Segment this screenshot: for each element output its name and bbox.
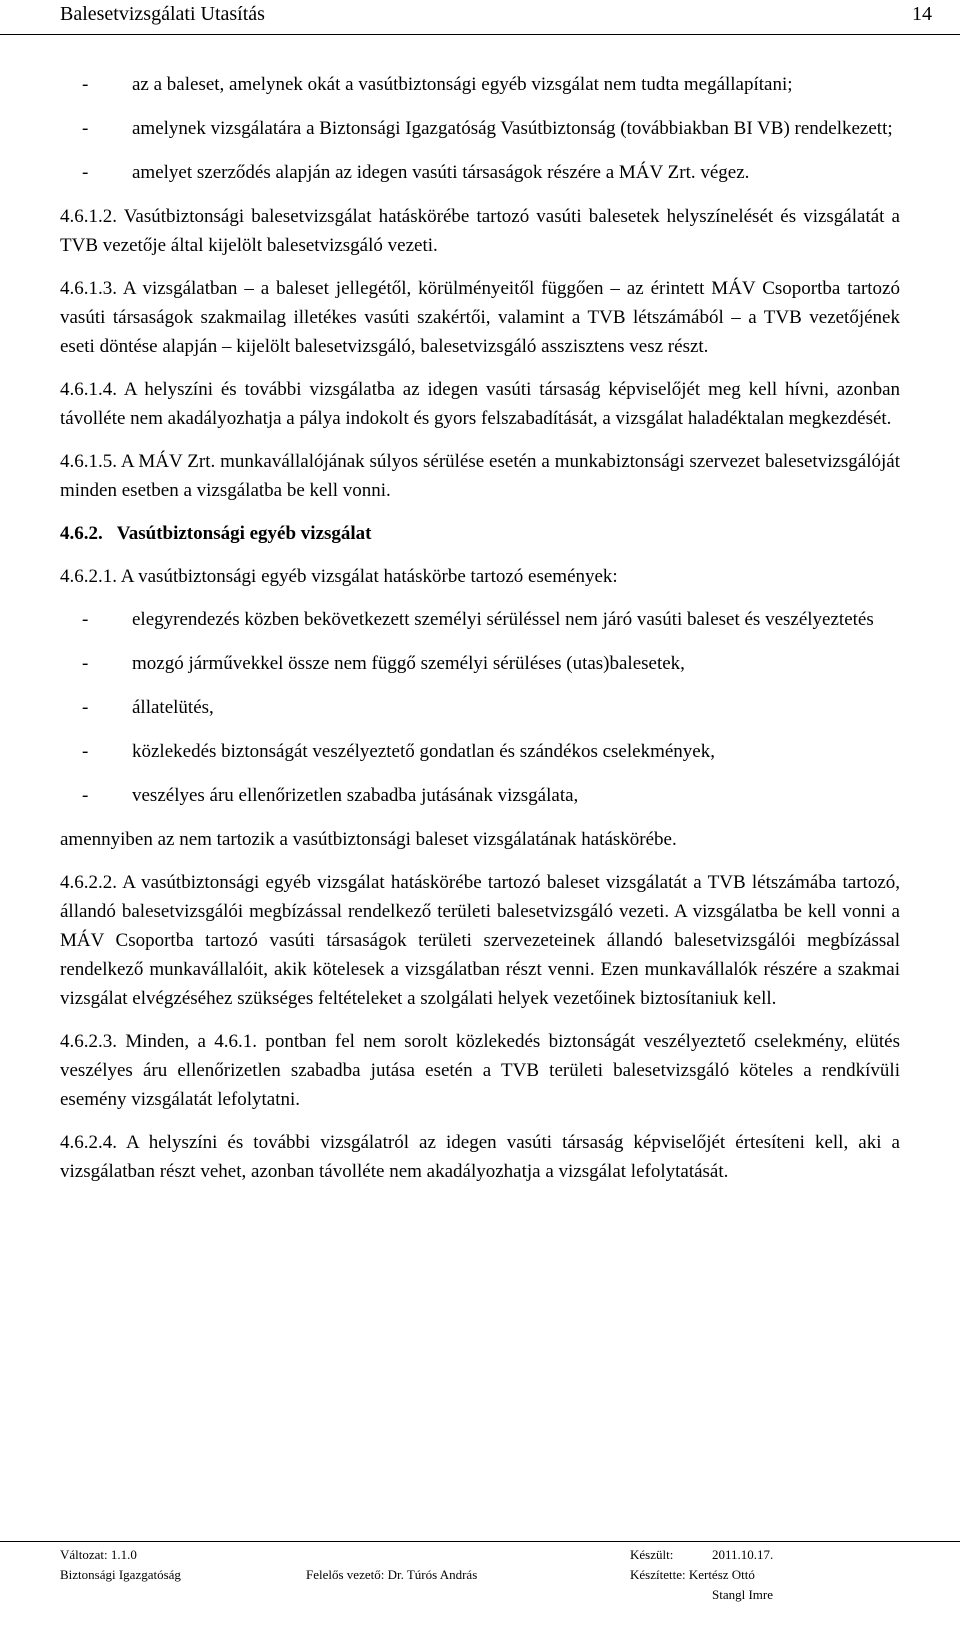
footer-author: Készítette: Kertész Ottó bbox=[630, 1567, 755, 1582]
section-number: 4.6.2.3. bbox=[60, 1031, 117, 1052]
document-title: Balesetvizsgálati Utasítás bbox=[60, 3, 265, 25]
section-text: A helyszíni és további vizsgálatba az idegen vasúti társaság képviselőjét meg kell hívni, azonban távolléte nem akadályozhatja a pálya indokolt és gyors felszabadítását, a vizsgálat haladéktalan megkezdését. bbox=[60, 379, 901, 429]
section-4612 bbox=[60, 202, 900, 260]
section-text: Vasútbiztonsági balesetvizsgálat hatáskörébe tartozó vasúti balesetek helyszínelését és vizsgálatát a TVB vezetője által kijelölt balesetvizsgáló vezeti. bbox=[60, 206, 900, 256]
footer-created-date: 2011.10.17. bbox=[712, 1547, 774, 1562]
dash-bullet: - bbox=[82, 697, 89, 718]
section-4622 bbox=[60, 868, 900, 1013]
section-number: 4.6.2.1. bbox=[60, 566, 117, 587]
dash-bullet: - bbox=[82, 741, 89, 762]
list-item: - az a baleset, amelynek okát a vasútbiztonsági egyéb vizsgálat nem tudta megállapítani; bbox=[60, 70, 900, 99]
page-header bbox=[0, 0, 960, 35]
section-text: A vizsgálatban – a baleset jellegétől, körülményeitől függően – az érintett MÁV Csoportba tartozó vasúti társaságok szakmailag illetékes vasúti szakértői, valamint a TVB létszámából – a TVB vezetőjének eseti döntése alapján – kijelölt balesetvizsgáló, balesetvizsgáló asszisztens vesz részt. bbox=[60, 278, 900, 357]
list-item: - elegyrendezés közben bekövetkezett személyi sérüléssel nem járó vasúti baleset és veszélyeztetés bbox=[60, 605, 900, 634]
section-4615 bbox=[60, 447, 900, 505]
section-4621 bbox=[60, 562, 900, 591]
dash-bullet: - bbox=[82, 118, 89, 139]
list-item: - amelyet szerződés alapján az idegen vasúti társaságok részére a MÁV Zrt. végez. bbox=[60, 158, 900, 187]
section-number: 4.6.1.2. bbox=[60, 206, 117, 227]
section-number: 4.6.1.3. bbox=[60, 278, 117, 299]
dash-bullet: - bbox=[82, 74, 89, 95]
section-number: 4.6.1.4. bbox=[60, 379, 117, 400]
dash-bullet: - bbox=[82, 162, 89, 183]
section-text: A vasútbiztonsági egyéb vizsgálat hatáskörébe tartozó baleset vizsgálatát a TVB létszámába tartozó, állandó balesetvizsgálói megbízással rendelkező területi balesetvizsgáló vezeti. A vizsgálatba be kell vonni a MÁV Csoportba tartozó vasúti társaságok területi szervezeteinek állandó balesetvizsgálói megbízással rendelkező munkavállalóit, akik kötelesek a vizsgálatban részt venni. Ezen munkavállalók részére a szakmai vizsgálat elvégzéséhez szükséges feltételeket a szolgálati helyek vezetőinek biztosítaniuk kell. bbox=[60, 872, 900, 1009]
footer-version: Változat: 1.1.0 bbox=[60, 1547, 137, 1562]
heading-text: Vasútbiztonsági egyéb vizsgálat bbox=[116, 523, 372, 544]
section-4624 bbox=[60, 1128, 900, 1186]
dash-bullet: - bbox=[82, 609, 89, 630]
section-text: Minden, a 4.6.1. pontban fel nem sorolt közlekedés biztonságát veszélyeztető cselekmény, elütés veszélyes áru ellenőrizetlen szabadba jutása esetén a TVB területi balesetvizsgáló köteles a rendkívüli esemény vizsgálatát lefolytatni. bbox=[60, 1031, 900, 1110]
list-item: - közlekedés biztonságát veszélyeztető gondatlan és szándékos cselekmények, bbox=[60, 737, 900, 766]
footer-created-label: Készült: bbox=[630, 1547, 674, 1562]
list-item: - mozgó járművekkel össze nem függő személyi sérüléses (utas)balesetek, bbox=[60, 649, 900, 678]
section-number: 4.6.1.5. bbox=[60, 451, 117, 472]
list-item: - veszélyes áru ellenőrizetlen szabadba jutásának vizsgálata, bbox=[60, 781, 900, 810]
list-item: - állatelütés, bbox=[60, 693, 900, 722]
page-number: 14 bbox=[912, 3, 932, 25]
section-heading bbox=[60, 519, 900, 548]
page-body bbox=[60, 70, 900, 1200]
section-4614 bbox=[60, 375, 900, 433]
section-number: 4.6.2.2. bbox=[60, 872, 117, 893]
dash-bullet: - bbox=[82, 653, 89, 674]
list-item: - amelynek vizsgálatára a Biztonsági Igazgatóság Vasútbiztonság (továbbiakban BI VB) rendelkezett; bbox=[60, 114, 900, 143]
heading-number: 4.6.2. bbox=[60, 523, 103, 544]
footer-responsible: Felelős vezető: Dr. Túrós András bbox=[306, 1567, 478, 1582]
section-text: A MÁV Zrt. munkavállalójának súlyos sérülése esetén a munkabiztonsági szervezet balesetvizsgálóját minden esetben a vizsgálatba be kell vonni. bbox=[60, 451, 901, 501]
section-number: 4.6.2.4. bbox=[60, 1132, 117, 1153]
footer-author-2: Stangl Imre bbox=[712, 1587, 774, 1602]
dash-bullet: - bbox=[82, 785, 89, 806]
footer-department: Biztonsági Igazgatóság bbox=[60, 1567, 181, 1582]
section-4623 bbox=[60, 1027, 900, 1114]
list-conclusion: amennyiben az nem tartozik a vasútbiztonsági baleset vizsgálatának hatáskörébe. bbox=[60, 829, 677, 850]
section-text: A vasútbiztonsági egyéb vizsgálat hatáskörbe tartozó események: bbox=[120, 566, 618, 587]
section-text: A helyszíni és további vizsgálatról az idegen vasúti társaság képviselőjét értesíteni kell, aki a vizsgálatban részt vehet, azonban távolléte nem akadályozhatja a vizsgálat lefolytatását. bbox=[60, 1132, 900, 1182]
page-footer bbox=[0, 1541, 960, 1625]
section-4613 bbox=[60, 274, 900, 361]
